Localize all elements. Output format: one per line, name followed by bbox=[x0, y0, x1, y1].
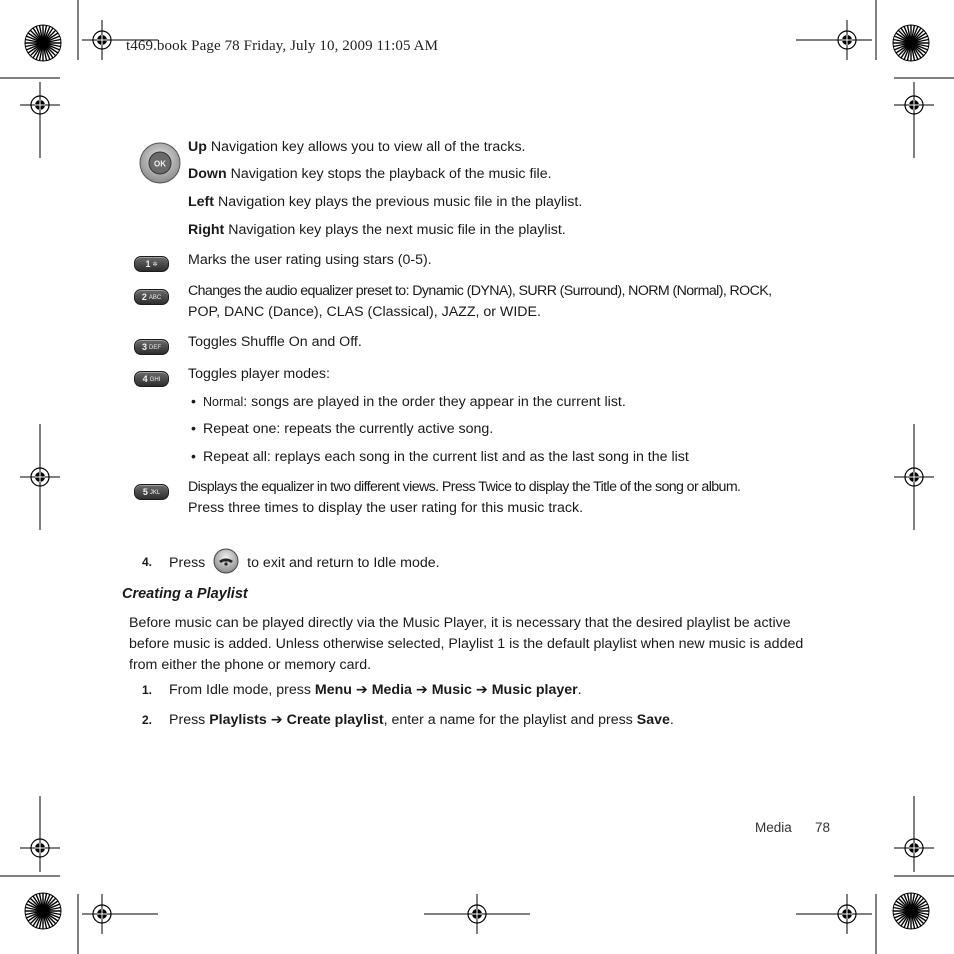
step-1-part: Media bbox=[371, 682, 412, 698]
key-5-desc-line1: Displays the equalizer in two different views. Press Twice to display the Title of the song or album. bbox=[188, 479, 741, 495]
key-2-icon: 2 ABC bbox=[134, 289, 169, 305]
book-header: t469.book Page 78 Friday, July 10, 2009 11:05 AM bbox=[126, 38, 439, 54]
key-3-desc: Toggles Shuffle On and Off. bbox=[188, 334, 362, 350]
key-4-icon: 4 GHI bbox=[134, 371, 169, 387]
step-2-part: Save bbox=[636, 712, 670, 728]
bullet-repeat-one: • Repeat one: repeats the currently active song. bbox=[191, 421, 494, 437]
step-1-part: . bbox=[577, 682, 582, 698]
step-1-part: ➔ bbox=[411, 682, 432, 698]
step-2-number: 2. bbox=[142, 713, 153, 727]
step-4-text: Press to exit and return to Idle mode. bbox=[169, 552, 440, 574]
step-1-number: 1. bbox=[142, 683, 153, 697]
step-1-part: ➔ bbox=[351, 682, 372, 698]
step-2-part: . bbox=[669, 712, 674, 728]
section-heading: Creating a Playlist bbox=[122, 586, 248, 602]
step-1-part: Music player bbox=[491, 682, 578, 698]
step-1-part: From Idle mode, press bbox=[169, 682, 315, 698]
key-2-desc-line2: POP, DANC (Dance), CLAS (Classical), JAZZ, or WIDE. bbox=[188, 304, 541, 320]
key-1-desc: Marks the user rating using stars (0-5). bbox=[188, 252, 432, 268]
ok-label: OK bbox=[154, 159, 166, 169]
step-1-text bbox=[169, 680, 582, 701]
section-paragraph: Before music can be played directly via the Music Player, it is necessary that the desired playlist be active before music is added. Unless otherwise selected, Playlist 1 is the default playlist when new music is added from either the phone or memory card. bbox=[129, 615, 804, 673]
step-2-part: , enter a name for the playlist and press bbox=[383, 712, 637, 728]
step-4-number: 4. bbox=[142, 555, 153, 569]
step-2-part: Press bbox=[169, 712, 210, 728]
key-1-icon: 1 ✲ bbox=[134, 256, 169, 272]
key-2-desc-line1: Changes the audio equalizer preset to: Dynamic (DYNA), SURR (Surround), NORM (Normal), ROCK, bbox=[188, 283, 772, 299]
key-5-desc-line2: Press three times to display the user rating for this music track. bbox=[188, 500, 584, 516]
step-2-part: Create playlist bbox=[286, 712, 384, 728]
key-4-desc: Toggles player modes: bbox=[188, 366, 330, 382]
nav-up-row: Up Navigation key allows you to view all of the tracks. bbox=[188, 139, 526, 155]
nav-left-row: Left Navigation key plays the previous music file in the playlist. bbox=[188, 194, 583, 210]
footer-section-label: Media bbox=[755, 820, 792, 835]
bullet-repeat-all: • Repeat all: replays each song in the current list and as the last song in the list bbox=[191, 449, 689, 465]
key-3-icon: 3 DEF bbox=[134, 339, 169, 355]
end-key-icon bbox=[213, 548, 239, 574]
step-2-text bbox=[169, 710, 674, 731]
bullet-normal: • Normal: songs are played in the order they appear in the current list. bbox=[191, 394, 626, 410]
step-1-part: Music bbox=[431, 682, 472, 698]
footer-page-number: 78 bbox=[815, 820, 831, 835]
nav-down-row: Down Navigation key stops the playback of the music file. bbox=[188, 166, 552, 182]
nav-right-row: Right Navigation key plays the next music file in the playlist. bbox=[188, 222, 566, 238]
navigation-key-icon bbox=[139, 142, 181, 184]
step-2-part: Playlists bbox=[209, 712, 267, 728]
step-2-part: ➔ bbox=[266, 712, 287, 728]
step-1-part: Menu bbox=[314, 682, 352, 698]
key-5-icon: 5 JKL bbox=[134, 484, 169, 500]
step-1-part: ➔ bbox=[471, 682, 492, 698]
